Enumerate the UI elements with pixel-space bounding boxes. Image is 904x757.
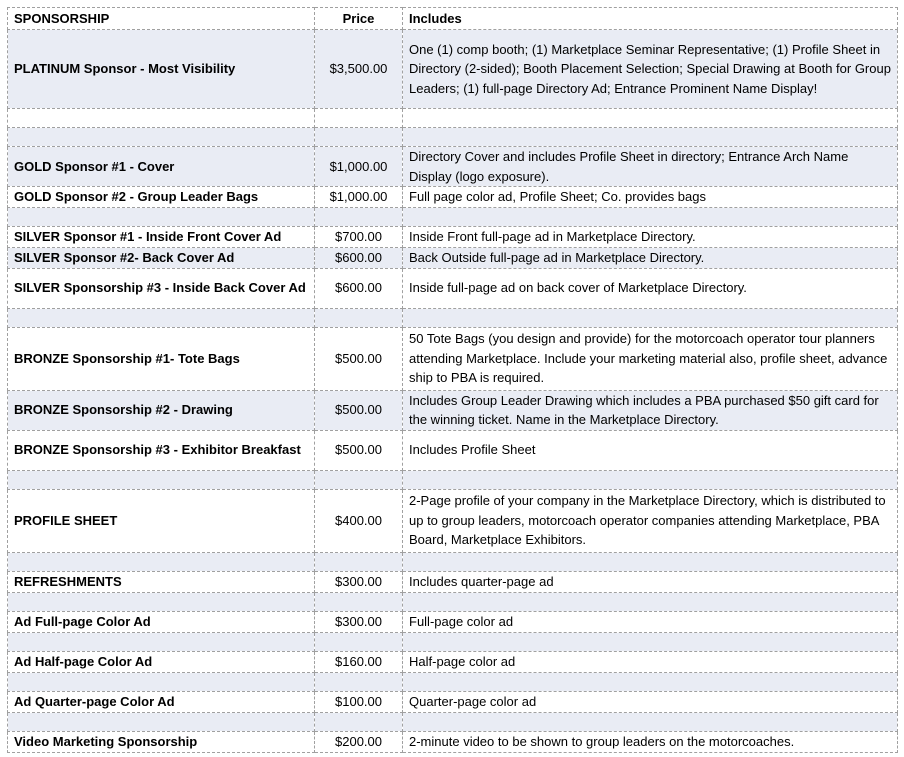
table-row <box>8 691 898 712</box>
sponsorship-includes: Includes Profile Sheet <box>403 430 898 470</box>
sponsorship-includes: 2-minute video to be shown to group leaders on the motorcoaches. <box>403 731 898 752</box>
spacer-row <box>8 109 898 128</box>
table-row <box>8 571 898 592</box>
sponsorship-includes: Half-page color ad <box>403 651 898 672</box>
spacer-row <box>8 128 898 147</box>
table-row <box>8 731 898 752</box>
sponsorship-name: BRONZE Sponsorship #2 - Drawing <box>8 390 315 430</box>
table-row <box>8 390 898 430</box>
sponsorship-name: Ad Half-page Color Ad <box>8 651 315 672</box>
sponsorship-price: $300.00 <box>315 571 403 592</box>
sponsorship-price: $600.00 <box>315 248 403 269</box>
table-row <box>8 489 898 552</box>
sponsorship-includes: 50 Tote Bags (you design and provide) for the motorcoach operator tour planners attending Marketplace. Include your marketing material also, profile sheet, advance ship to PBA is required. <box>403 327 898 390</box>
sponsorship-name: SILVER Sponsor #1 - Inside Front Cover Ad <box>8 227 315 248</box>
spacer-row <box>8 308 898 327</box>
header-includes: Includes <box>403 8 898 30</box>
sponsorship-price: $1,000.00 <box>315 147 403 187</box>
sponsorship-price: $500.00 <box>315 390 403 430</box>
sponsorship-includes: Full-page color ad <box>403 611 898 632</box>
table-row <box>8 147 898 187</box>
sponsorship-name: Ad Full-page Color Ad <box>8 611 315 632</box>
sponsorship-name: GOLD Sponsor #1 - Cover <box>8 147 315 187</box>
table-row <box>8 248 898 269</box>
sponsorship-price: $100.00 <box>315 691 403 712</box>
sponsorship-name: GOLD Sponsor #2 - Group Leader Bags <box>8 187 315 208</box>
sponsorship-price: $400.00 <box>315 489 403 552</box>
sponsorship-includes: Inside full-page ad on back cover of Marketplace Directory. <box>403 268 898 308</box>
sponsorship-price: $500.00 <box>315 327 403 390</box>
table-row <box>8 430 898 470</box>
table-row <box>8 651 898 672</box>
sponsorship-price: $700.00 <box>315 227 403 248</box>
table-row <box>8 30 898 109</box>
sponsorship-includes: One (1) comp booth; (1) Marketplace Seminar Representative; (1) Profile Sheet in Directory (2-sided); Booth Placement Selection; Special Drawing at Booth for Group Leaders; (1) full-page Directory Ad; Entrance Prominent Name Display! <box>403 30 898 109</box>
sponsorship-includes: Quarter-page color ad <box>403 691 898 712</box>
sponsorship-includes: Back Outside full-page ad in Marketplace Directory. <box>403 248 898 269</box>
table-row <box>8 611 898 632</box>
spacer-row <box>8 672 898 691</box>
sponsorship-name: SILVER Sponsorship #3 - Inside Back Cover Ad <box>8 268 315 308</box>
spacer-row <box>8 552 898 571</box>
sponsorship-name: Ad Quarter-page Color Ad <box>8 691 315 712</box>
sponsorship-name: BRONZE Sponsorship #1- Tote Bags <box>8 327 315 390</box>
sponsorship-price: $1,000.00 <box>315 187 403 208</box>
sponsorship-price: $200.00 <box>315 731 403 752</box>
sponsorship-name: SILVER Sponsor #2- Back Cover Ad <box>8 248 315 269</box>
sponsorship-table <box>7 7 898 753</box>
sponsorship-price: $3,500.00 <box>315 30 403 109</box>
sponsorship-name: REFRESHMENTS <box>8 571 315 592</box>
header-row <box>8 8 898 30</box>
sponsorship-includes: Includes quarter-page ad <box>403 571 898 592</box>
sponsorship-name: Video Marketing Sponsorship <box>8 731 315 752</box>
table-row <box>8 187 898 208</box>
spacer-row <box>8 208 898 227</box>
sponsorship-includes: Inside Front full-page ad in Marketplace Directory. <box>403 227 898 248</box>
header-sponsorship: SPONSORSHIP <box>8 8 315 30</box>
sponsorship-name: PLATINUM Sponsor - Most Visibility <box>8 30 315 109</box>
spacer-row <box>8 632 898 651</box>
table-row <box>8 227 898 248</box>
header-price: Price <box>315 8 403 30</box>
sponsorship-includes: Directory Cover and includes Profile Sheet in directory; Entrance Arch Name Display (logo exposure). <box>403 147 898 187</box>
sponsorship-price: $500.00 <box>315 430 403 470</box>
sponsorship-name: PROFILE SHEET <box>8 489 315 552</box>
sponsorship-includes: Includes Group Leader Drawing which includes a PBA purchased $50 gift card for the winning ticket. Name in the Marketplace Directory. <box>403 390 898 430</box>
spacer-row <box>8 470 898 489</box>
sponsorship-includes: Full page color ad, Profile Sheet; Co. provides bags <box>403 187 898 208</box>
sponsorship-price: $160.00 <box>315 651 403 672</box>
sponsorship-price: $600.00 <box>315 268 403 308</box>
spacer-row <box>8 712 898 731</box>
sponsorship-price: $300.00 <box>315 611 403 632</box>
spacer-row <box>8 592 898 611</box>
sponsorship-name: BRONZE Sponsorship #3 - Exhibitor Breakfast <box>8 430 315 470</box>
table-row <box>8 327 898 390</box>
sponsorship-includes: 2-Page profile of your company in the Marketplace Directory, which is distributed to up to group leaders, motorcoach operator companies attending Marketplace, PBA Board, Marketplace Exhibitors. <box>403 489 898 552</box>
table-row <box>8 268 898 308</box>
